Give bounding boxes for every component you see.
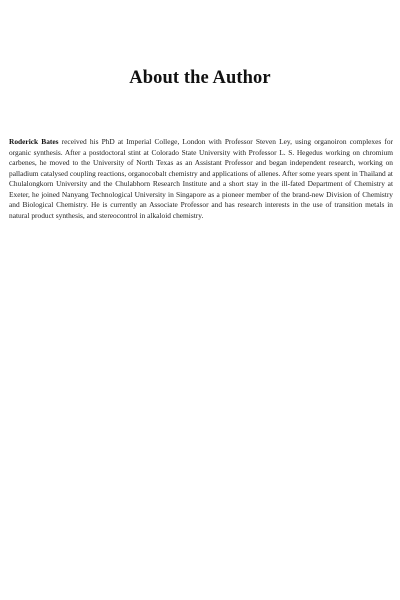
author-name: Roderick Bates xyxy=(9,137,59,146)
biography-text: received his PhD at Imperial College, London with Professor Steven Ley, using organoiron complexes for organic synthesis. After a postdoctoral stint at Colorado State University with Professor L. S. Hegedus working on chromium carbenes, he moved to the University of North Texas as an Assistant Professor and began independent research, working on palladium catalysed coupling reactions, organocobalt chemistry and applications of allenes. After some years spent in Thailand at Chulalongkorn University and the Chulabhorn Research Institute and a short stay in the ill-fated Department of Chemistry at Exeter, he joined Nanyang Technological University in Singapore as a pioneer member of the brand-new Division of Chemistry and Biological Chemistry. He is currently an Associate Professor and has research interests in the use of transition metals in natural product synthesis, and stereocontrol in alkaloid chemistry. xyxy=(9,137,393,220)
page-title: About the Author xyxy=(129,68,271,88)
author-biography xyxy=(9,137,393,221)
